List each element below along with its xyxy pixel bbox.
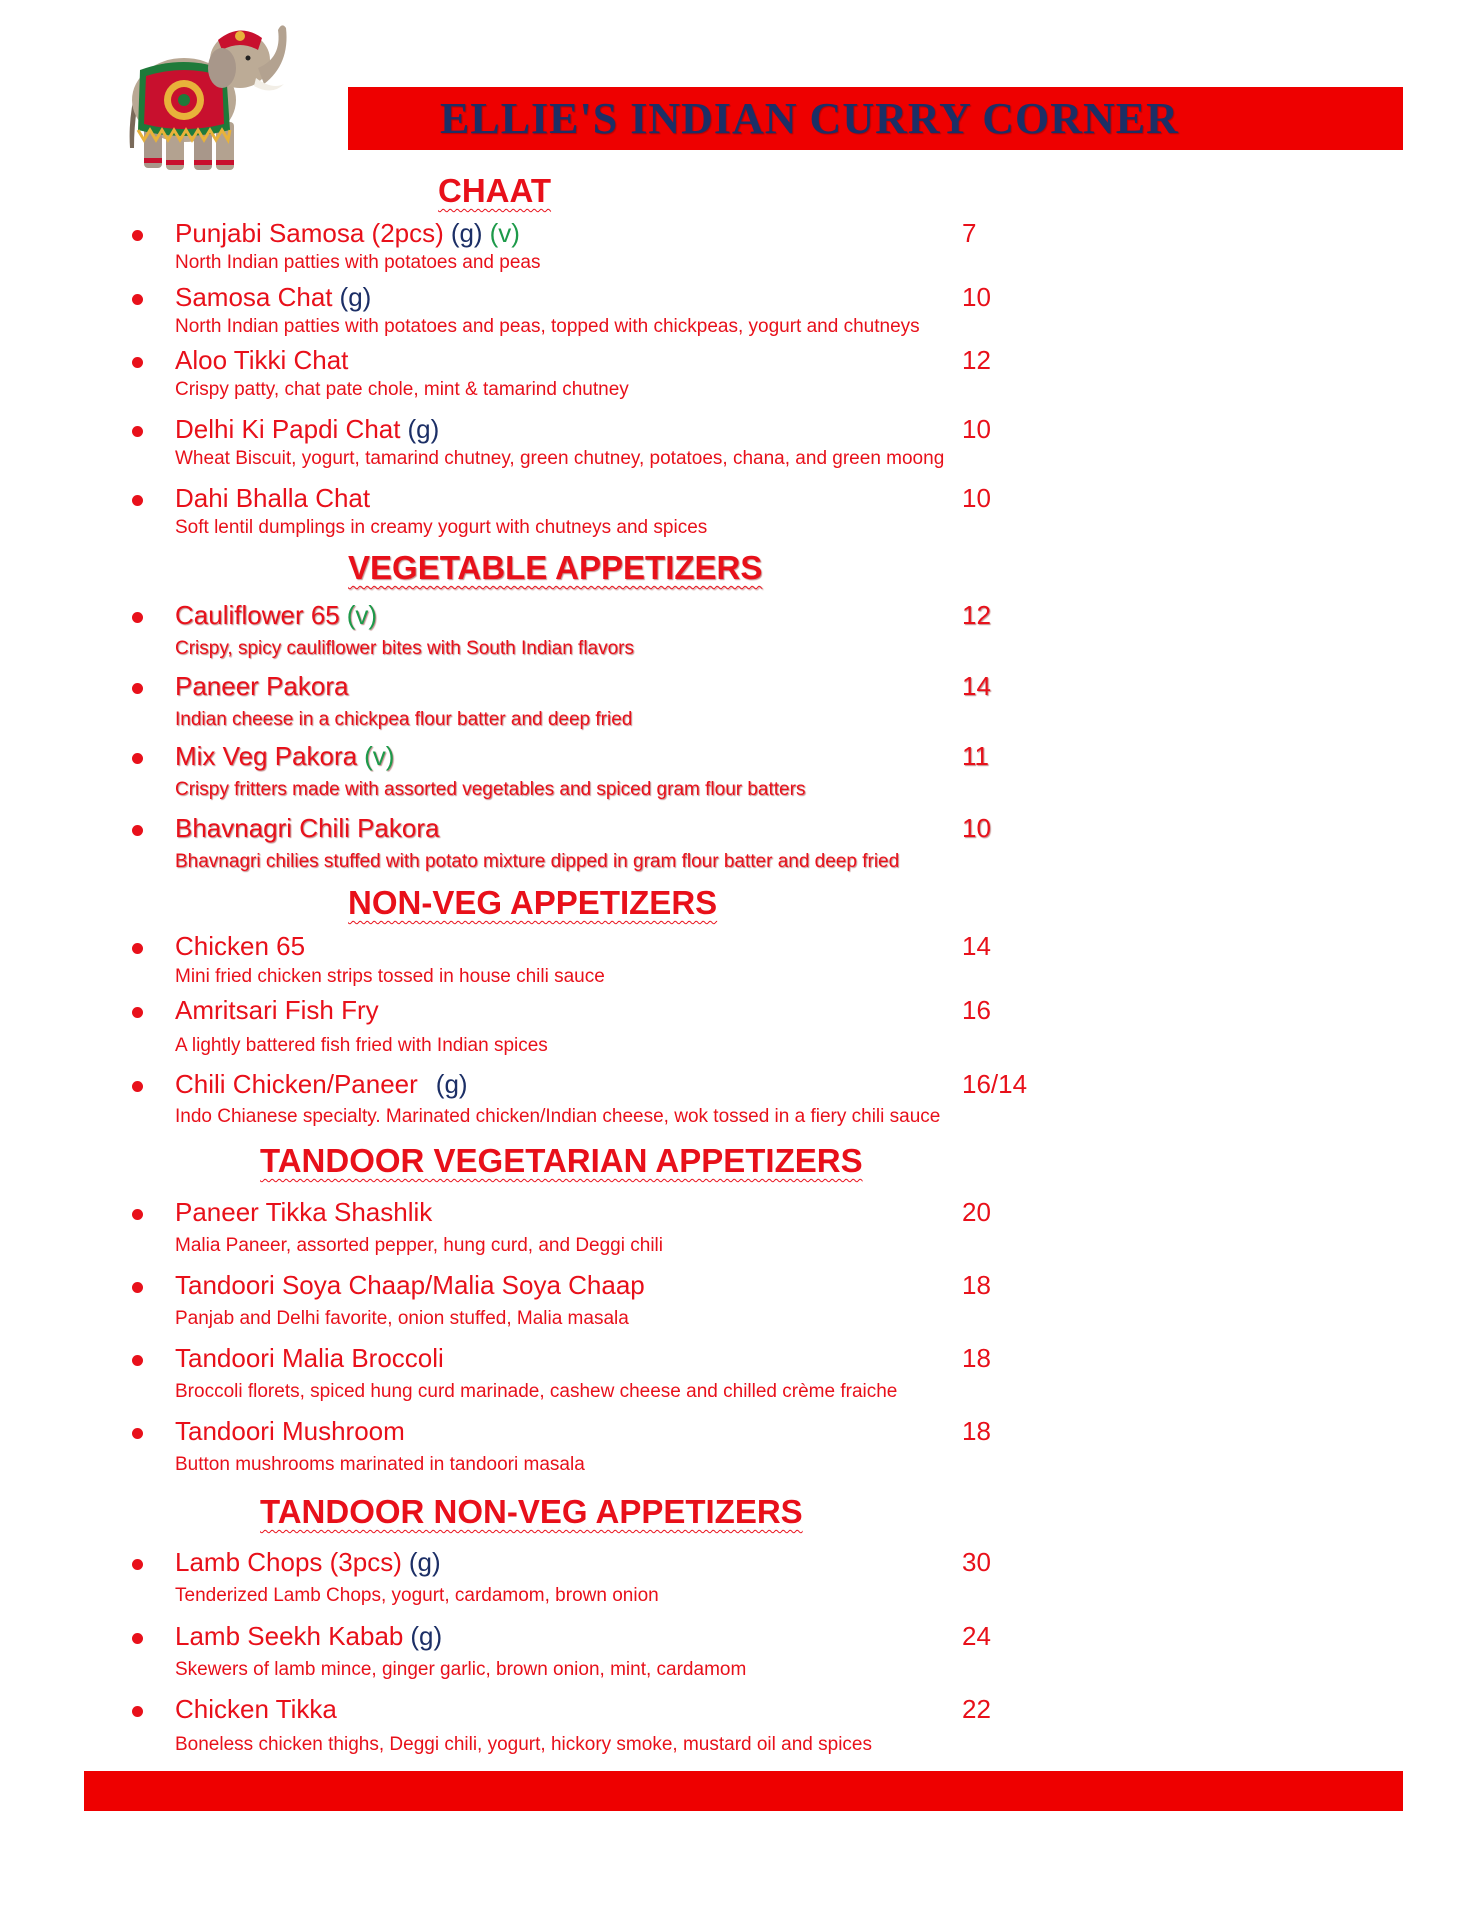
menu-item-name — [175, 741, 394, 772]
section-title: TANDOOR VEGETARIAN APPETIZERS — [260, 1142, 863, 1179]
menu-item-price: 18 — [962, 1343, 991, 1373]
menu-item-price: 18 — [962, 1416, 991, 1446]
menu-item-description: Broccoli florets, spiced hung curd marinade, cashew cheese and chilled crème fraiche — [175, 1381, 898, 1402]
menu-item-name-text: Lamb Chops (3pcs) — [175, 1547, 402, 1577]
vegan-tag: (v) — [364, 741, 395, 771]
menu-item-price: 18 — [962, 1270, 991, 1300]
menu-item-name — [175, 218, 520, 249]
gluten-tag: (g) — [435, 1069, 468, 1099]
footer-bar — [84, 1771, 1403, 1811]
menu-item-name — [175, 345, 348, 376]
bullet-icon — [132, 943, 143, 954]
menu-item-name — [175, 931, 305, 962]
bullet-icon — [132, 357, 143, 368]
menu-item-price: 16 — [962, 995, 991, 1025]
gluten-tag: (g) — [410, 1621, 443, 1651]
menu-item-price: 10 — [962, 483, 991, 513]
bullet-icon — [132, 1081, 143, 1092]
menu-item-description: Crispy patty, chat pate chole, mint & tamarind chutney — [175, 379, 629, 400]
menu-item-name-text: Paneer Pakora — [175, 671, 349, 701]
menu-item-price: 16/14 — [962, 1069, 1028, 1099]
menu-item-name-text: Delhi Ki Papdi Chat — [175, 414, 401, 444]
menu-item-price: 7 — [962, 218, 977, 248]
menu-item-name-text: Paneer Tikka Shashlik — [175, 1197, 433, 1227]
menu-item-description: Panjab and Delhi favorite, onion stuffed, Malia masala — [175, 1308, 629, 1329]
menu-item-price: 22 — [962, 1694, 991, 1724]
bullet-icon — [132, 1559, 143, 1570]
menu-item-price: 20 — [962, 1197, 991, 1227]
menu-item-name — [175, 813, 439, 844]
bullet-icon — [132, 1633, 143, 1644]
menu-item-description: Malia Paneer, assorted pepper, hung curd, and Deggi chili — [175, 1235, 663, 1256]
menu-item-name — [175, 282, 371, 313]
bullet-icon — [132, 825, 143, 836]
menu-item-description: Indo Chianese specialty. Marinated chicken/Indian cheese, wok tossed in a fiery chili sauce — [175, 1106, 941, 1127]
menu-item-description: Wheat Biscuit, yogurt, tamarind chutney, green chutney, potatoes, chana, and green moong — [175, 448, 945, 469]
menu-item-name — [175, 995, 379, 1026]
bullet-icon — [132, 426, 143, 437]
menu-item-description: Bhavnagri chilies stuffed with potato mixture dipped in gram flour batter and deep fried — [175, 851, 900, 872]
vegan-tag: (v) — [489, 218, 520, 248]
menu-item-name — [175, 1621, 442, 1652]
menu-item-name-text: Tandoori Malia Broccoli — [175, 1343, 444, 1373]
menu-item-name — [175, 1197, 432, 1228]
bullet-icon — [132, 1007, 143, 1018]
menu-item-name — [175, 1416, 405, 1447]
bullet-icon — [132, 612, 143, 623]
menu-item-name-text: Chicken Tikka — [175, 1694, 337, 1724]
menu-item-name — [175, 1270, 645, 1301]
gluten-tag: (g) — [408, 1547, 441, 1577]
menu-item-description: Boneless chicken thighs, Deggi chili, yogurt, hickory smoke, mustard oil and spices — [175, 1734, 872, 1755]
menu-item-name-text: Cauliflower 65 — [175, 600, 340, 630]
menu-item-name-text: Aloo Tikki Chat — [175, 345, 349, 375]
menu-item-name-text: Samosa Chat — [175, 282, 333, 312]
bullet-icon — [132, 683, 143, 694]
menu-item-name-text: Lamb Seekh Kabab — [175, 1621, 404, 1651]
menu-item-name-text: Punjabi Samosa (2pcs) — [175, 218, 444, 248]
menu-item-name-text: Bhavnagri Chili Pakora — [175, 813, 440, 843]
menu-item-description: Tenderized Lamb Chops, yogurt, cardamom, brown onion — [175, 1585, 659, 1606]
menu-item-name — [175, 600, 377, 631]
menu-item-price: 30 — [962, 1547, 991, 1577]
menu-item-price: 14 — [962, 671, 991, 701]
bullet-icon — [132, 230, 143, 241]
bullet-icon — [132, 1282, 143, 1293]
section-title: CHAAT — [438, 172, 552, 209]
section-title: NON-VEG APPETIZERS — [348, 884, 718, 921]
menu-item-description: Soft lentil dumplings in creamy yogurt with chutneys and spices — [175, 517, 708, 538]
gluten-tag: (g) — [450, 218, 483, 248]
bullet-icon — [132, 1355, 143, 1366]
menu-item-description: Crispy fritters made with assorted vegetables and spiced gram flour batters — [175, 779, 806, 800]
bullet-icon — [132, 1706, 143, 1717]
menu-item-price: 10 — [962, 813, 991, 843]
menu-item-name-text: Tandoori Mushroom — [175, 1416, 405, 1446]
bullet-icon — [132, 753, 143, 764]
vegan-tag: (v) — [346, 600, 378, 630]
gluten-tag: (g) — [407, 414, 440, 444]
bullet-icon — [132, 294, 143, 305]
menu-item-price: 12 — [962, 600, 991, 630]
menu-item-name-text: Tandoori Soya Chaap/Malia Soya Chaap — [175, 1270, 645, 1300]
bullet-icon — [132, 495, 143, 506]
bullet-icon — [132, 1209, 143, 1220]
menu-item-name — [175, 671, 348, 702]
gluten-tag: (g) — [339, 282, 372, 312]
menu-item-name — [175, 1343, 444, 1374]
menu-item-description: Skewers of lamb mince, ginger garlic, brown onion, mint, cardamom — [175, 1659, 747, 1680]
menu-item-description: Indian cheese in a chickpea flour batter and deep fried — [175, 709, 633, 730]
menu-item-name-text: Dahi Bhalla Chat — [175, 483, 371, 513]
menu-item-name — [175, 1694, 337, 1725]
menu-item-description: Crispy, spicy cauliflower bites with South Indian flavors — [175, 638, 635, 659]
menu-item-price: 24 — [962, 1621, 991, 1651]
menu-item-price: 10 — [962, 282, 991, 312]
menu-item-name-text: Chili Chicken/Paneer — [175, 1069, 418, 1099]
menu-item-description: Mini fried chicken strips tossed in house chili sauce — [175, 966, 605, 987]
menu-item-description: North Indian patties with potatoes and peas, topped with chickpeas, yogurt and chutneys — [175, 316, 920, 337]
menu-item-price: 14 — [962, 931, 991, 961]
menu-item-price: 11 — [962, 741, 989, 771]
menu-item-name — [175, 483, 370, 514]
menu-item-description: A lightly battered fish fried with Indian spices — [175, 1035, 548, 1056]
menu-item-price: 12 — [962, 345, 991, 375]
section-title: VEGETABLE APPETIZERS — [348, 549, 763, 586]
menu-item-name-text: Mix Veg Pakora — [175, 741, 358, 771]
menu-item-name — [175, 414, 439, 445]
menu-item-name-text: Chicken 65 — [175, 931, 306, 961]
menu-item-name — [175, 1069, 468, 1100]
menu-item-price: 10 — [962, 414, 991, 444]
section-title: TANDOOR NON-VEG APPETIZERS — [260, 1493, 803, 1530]
menu-item-description: North Indian patties with potatoes and peas — [175, 252, 541, 273]
menu-item-name — [175, 1547, 441, 1578]
restaurant-name: ELLIE'S INDIAN CURRY CORNER — [440, 94, 1179, 143]
menu-item-name-text: Amritsari Fish Fry — [175, 995, 379, 1025]
menu-item-description: Button mushrooms marinated in tandoori masala — [175, 1454, 585, 1475]
bullet-icon — [132, 1428, 143, 1439]
